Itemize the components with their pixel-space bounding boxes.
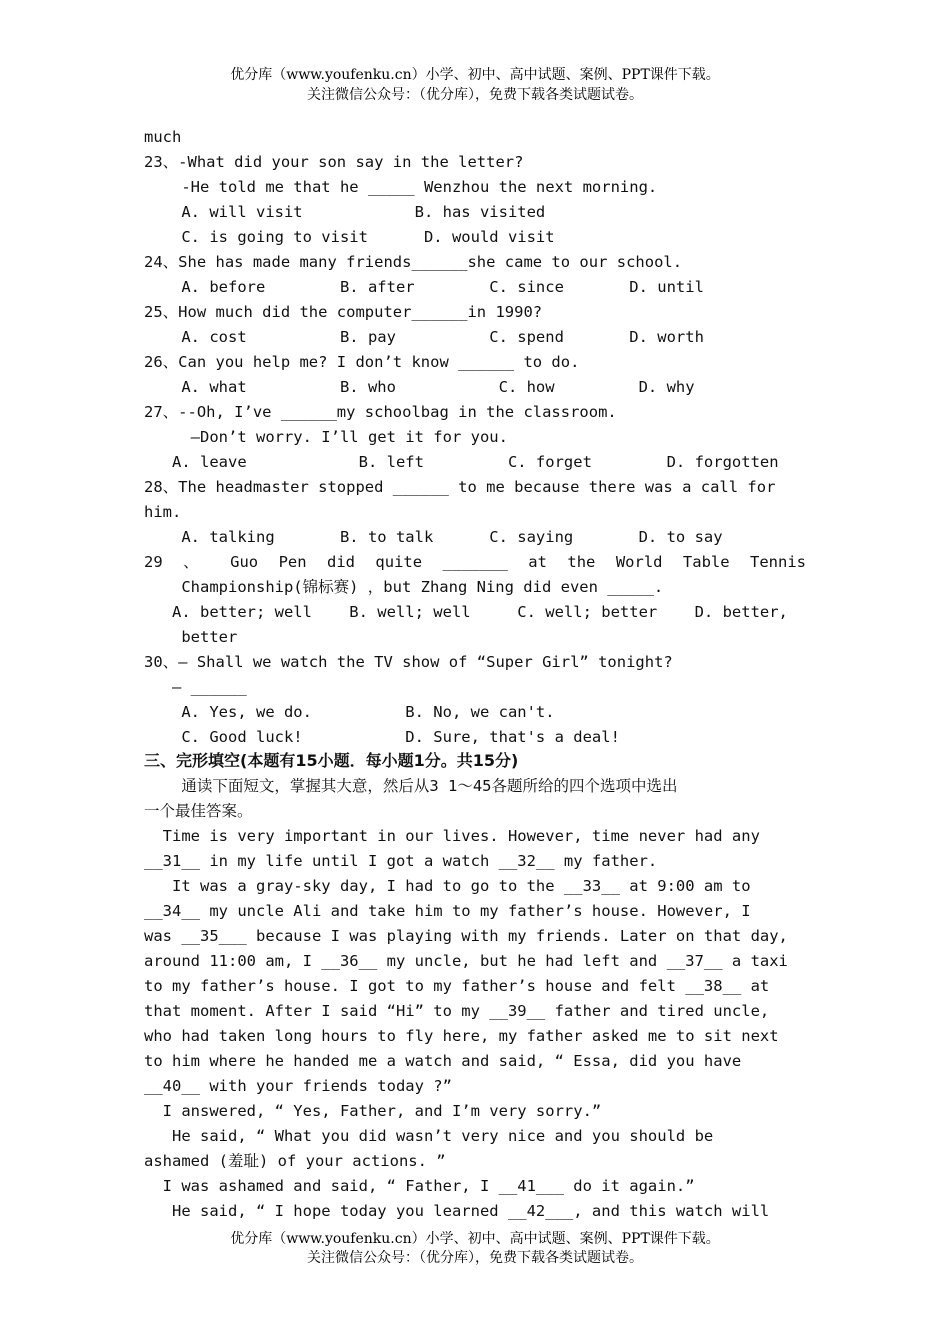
passage-line: who had taken long hours to fly here, my father asked me to sit next bbox=[144, 1027, 779, 1045]
text-line: much bbox=[144, 128, 182, 146]
question-23: 23、-What did your son say in the letter? bbox=[144, 153, 524, 171]
passage-line: ashamed (羞耻) of your actions. ” bbox=[144, 1152, 446, 1170]
instructions: 一个最佳答案。 bbox=[144, 802, 253, 820]
section-title: 三、完形填空(本题有15小题．每小题1分。共15分) bbox=[144, 751, 519, 770]
passage-line: __34__ my uncle Ali and take him to my father’s house. However, I bbox=[144, 902, 751, 920]
footer-line-1: 优分库（www.youfenku.cn）小学、初中、高中试题、案例、PPT课件下载。 bbox=[230, 1231, 720, 1247]
answer-options: C. Good luck! D. Sure, that's a deal! bbox=[144, 728, 620, 746]
question-30: 30、— Shall we watch the TV show of “Super Girl” tonight? bbox=[144, 653, 673, 671]
header-line-2: 关注微信公众号：（优分库），免费下载各类试题试卷。 bbox=[307, 87, 643, 103]
answer-options: A. leave B. left C. forget D. forgotten bbox=[144, 453, 779, 471]
question-28: 28、The headmaster stopped ______ to me because there was a call for bbox=[144, 478, 776, 496]
question-26: 26、Can you help me? I don’t know ______ to do. bbox=[144, 353, 580, 371]
passage-line: He said, “ I hope today you learned __42___, and this watch will bbox=[144, 1202, 770, 1220]
question-24: 24、She has made many friends______she came to our school. bbox=[144, 253, 683, 271]
answer-options: C. is going to visit D. would visit bbox=[144, 228, 555, 246]
passage-line: Time is very important in our lives. However, time never had any bbox=[144, 827, 760, 845]
instructions: 通读下面短文，掌握其大意，然后从3 1～45各题所给的四个选项中选出 bbox=[144, 777, 678, 795]
question-25: 25、How much did the computer______in 1990? bbox=[144, 303, 543, 321]
passage-line: He said, “ What you did wasn’t very nice and you should be bbox=[144, 1127, 714, 1145]
question-27: 27、--Oh, I’ve ______my schoolbag in the classroom. bbox=[144, 403, 617, 421]
answer-options: A. cost B. pay C. spend D. worth bbox=[144, 328, 704, 346]
text-line: Championship(锦标赛) ，but Zhang Ning did even _____. bbox=[144, 578, 664, 596]
passage-line: to him where he handed me a watch and said, “ Essa, did you have bbox=[144, 1052, 742, 1070]
passage-line: It was a gray-sky day, I had to go to the __33__ at 9:00 am to bbox=[144, 877, 751, 895]
passage-line: to my father’s house. I got to my father’s house and felt __38__ at bbox=[144, 977, 770, 995]
answer-options: A. before B. after C. since D. until bbox=[144, 278, 704, 296]
text-line: -He told me that he _____ Wenzhou the next morning. bbox=[144, 178, 658, 196]
header-line-1: 优分库（www.youfenku.cn）小学、初中、高中试题、案例、PPT课件下载。 bbox=[230, 67, 720, 83]
passage-line: __40__ with your friends today ?” bbox=[144, 1077, 452, 1095]
passage-line: __31__ in my life until I got a watch __32__ my father. bbox=[144, 852, 658, 870]
text-line: better bbox=[144, 628, 238, 646]
question-29: 29 、 Guo Pen did quite _______ at the World Table Tennis bbox=[144, 553, 806, 571]
text-line: him. bbox=[144, 503, 182, 521]
footer-line-2: 关注微信公众号：（优分库），免费下载各类试题试卷。 bbox=[307, 1250, 643, 1266]
answer-options: A. what B. who C. how D. why bbox=[144, 378, 695, 396]
answer-options: A. better; well B. well; well C. well; better D. better, bbox=[144, 603, 788, 621]
answer-options: A. Yes, we do. B. No, we can't. bbox=[144, 703, 555, 721]
passage-line: I was ashamed and said, “ Father, I __41___ do it again.” bbox=[144, 1177, 695, 1195]
passage-line: was __35___ because I was playing with my friends. Later on that day, bbox=[144, 927, 788, 945]
passage-line: that moment. After I said “Hi” to my __39__ father and tired uncle, bbox=[144, 1002, 770, 1020]
answer-options: A. will visit B. has visited bbox=[144, 203, 546, 221]
text-line: –Don’t worry. I’ll get it for you. bbox=[144, 428, 508, 446]
answer-options: A. talking B. to talk C. saying D. to say bbox=[144, 528, 723, 546]
passage-line: around 11:00 am, I __36__ my uncle, but he had left and __37__ a taxi bbox=[144, 952, 788, 970]
text-line: — ______ bbox=[144, 678, 247, 696]
passage-line: I answered, “ Yes, Father, and I’m very sorry.” bbox=[144, 1102, 602, 1120]
